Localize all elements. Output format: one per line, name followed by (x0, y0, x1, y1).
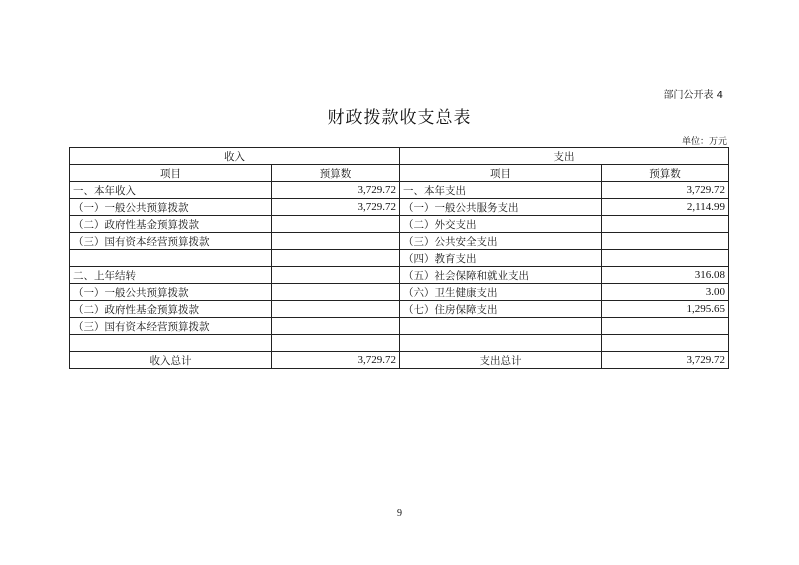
income-value-cell (272, 335, 400, 352)
expense-value-cell: 1,295.65 (602, 301, 729, 318)
expense-total-value: 3,729.72 (602, 352, 729, 369)
table-row (70, 233, 729, 250)
income-item-cell: （二）政府性基金预算拨款 (70, 216, 272, 233)
income-item-cell (70, 250, 272, 267)
income-value-cell (272, 284, 400, 301)
income-item-cell: （二）政府性基金预算拨款 (70, 301, 272, 318)
income-budget-header: 预算数 (272, 165, 400, 182)
table-row (70, 284, 729, 301)
expense-value-cell: 3.00 (602, 284, 729, 301)
expense-item-cell (400, 335, 602, 352)
expense-total-label: 支出总计 (400, 352, 602, 369)
income-item-cell: （一）一般公共预算拨款 (70, 284, 272, 301)
income-value-cell (272, 318, 400, 335)
expense-item-cell: （七）住房保障支出 (400, 301, 602, 318)
expense-item-cell (400, 318, 602, 335)
table-column-header-row (70, 165, 729, 182)
expense-value-cell (602, 250, 729, 267)
unit-label: 单位：万元 (681, 137, 727, 147)
page-number: 9 (397, 508, 402, 519)
expense-header: 支出 (400, 148, 729, 165)
expense-item-header: 项目 (400, 165, 602, 182)
income-item-header: 项目 (70, 165, 272, 182)
income-item-cell: （一）一般公共预算拨款 (70, 199, 272, 216)
expense-value-cell: 3,729.72 (602, 182, 729, 199)
income-value-cell (272, 250, 400, 267)
expense-item-cell: （二）外交支出 (400, 216, 602, 233)
expense-value-cell: 316.08 (602, 267, 729, 284)
expense-value-cell (602, 216, 729, 233)
income-value-cell: 3,729.72 (272, 182, 400, 199)
expense-item-cell: （四）教育支出 (400, 250, 602, 267)
expense-item-cell: （五）社会保障和就业支出 (400, 267, 602, 284)
income-total-value: 3,729.72 (272, 352, 400, 369)
income-value-cell (272, 301, 400, 318)
income-header: 收入 (70, 148, 400, 165)
expense-value-cell (602, 335, 729, 352)
income-value-cell (272, 267, 400, 284)
expense-item-cell: （一）一般公共服务支出 (400, 199, 602, 216)
expense-budget-header: 预算数 (602, 165, 729, 182)
income-item-cell: 二、上年结转 (70, 267, 272, 284)
table-row (70, 199, 729, 216)
expense-value-cell (602, 318, 729, 335)
table-row (70, 250, 729, 267)
table-row (70, 301, 729, 318)
income-total-label: 收入总计 (70, 352, 272, 369)
income-value-cell: 3,729.72 (272, 199, 400, 216)
income-item-cell: （三）国有资本经营预算拨款 (70, 233, 272, 250)
expense-value-cell (602, 233, 729, 250)
table-row (70, 335, 729, 352)
income-item-cell: 一、本年收入 (70, 182, 272, 199)
income-value-cell (272, 216, 400, 233)
budget-table (69, 147, 729, 369)
expense-value-cell: 2,114.99 (602, 199, 729, 216)
income-item-cell: （三）国有资本经营预算拨款 (70, 318, 272, 335)
table-row (70, 267, 729, 284)
income-value-cell (272, 233, 400, 250)
totals-row (70, 352, 729, 369)
expense-item-cell: 一、本年支出 (400, 182, 602, 199)
table-group-header-row (70, 148, 729, 165)
income-item-cell (70, 335, 272, 352)
table-row (70, 182, 729, 199)
page-title: 财政拨款收支总表 (327, 108, 472, 128)
table-row (70, 216, 729, 233)
table-row (70, 318, 729, 335)
document-code: 部门公开表 4 (663, 90, 723, 101)
expense-item-cell: （六）卫生健康支出 (400, 284, 602, 301)
expense-item-cell: （三）公共安全支出 (400, 233, 602, 250)
